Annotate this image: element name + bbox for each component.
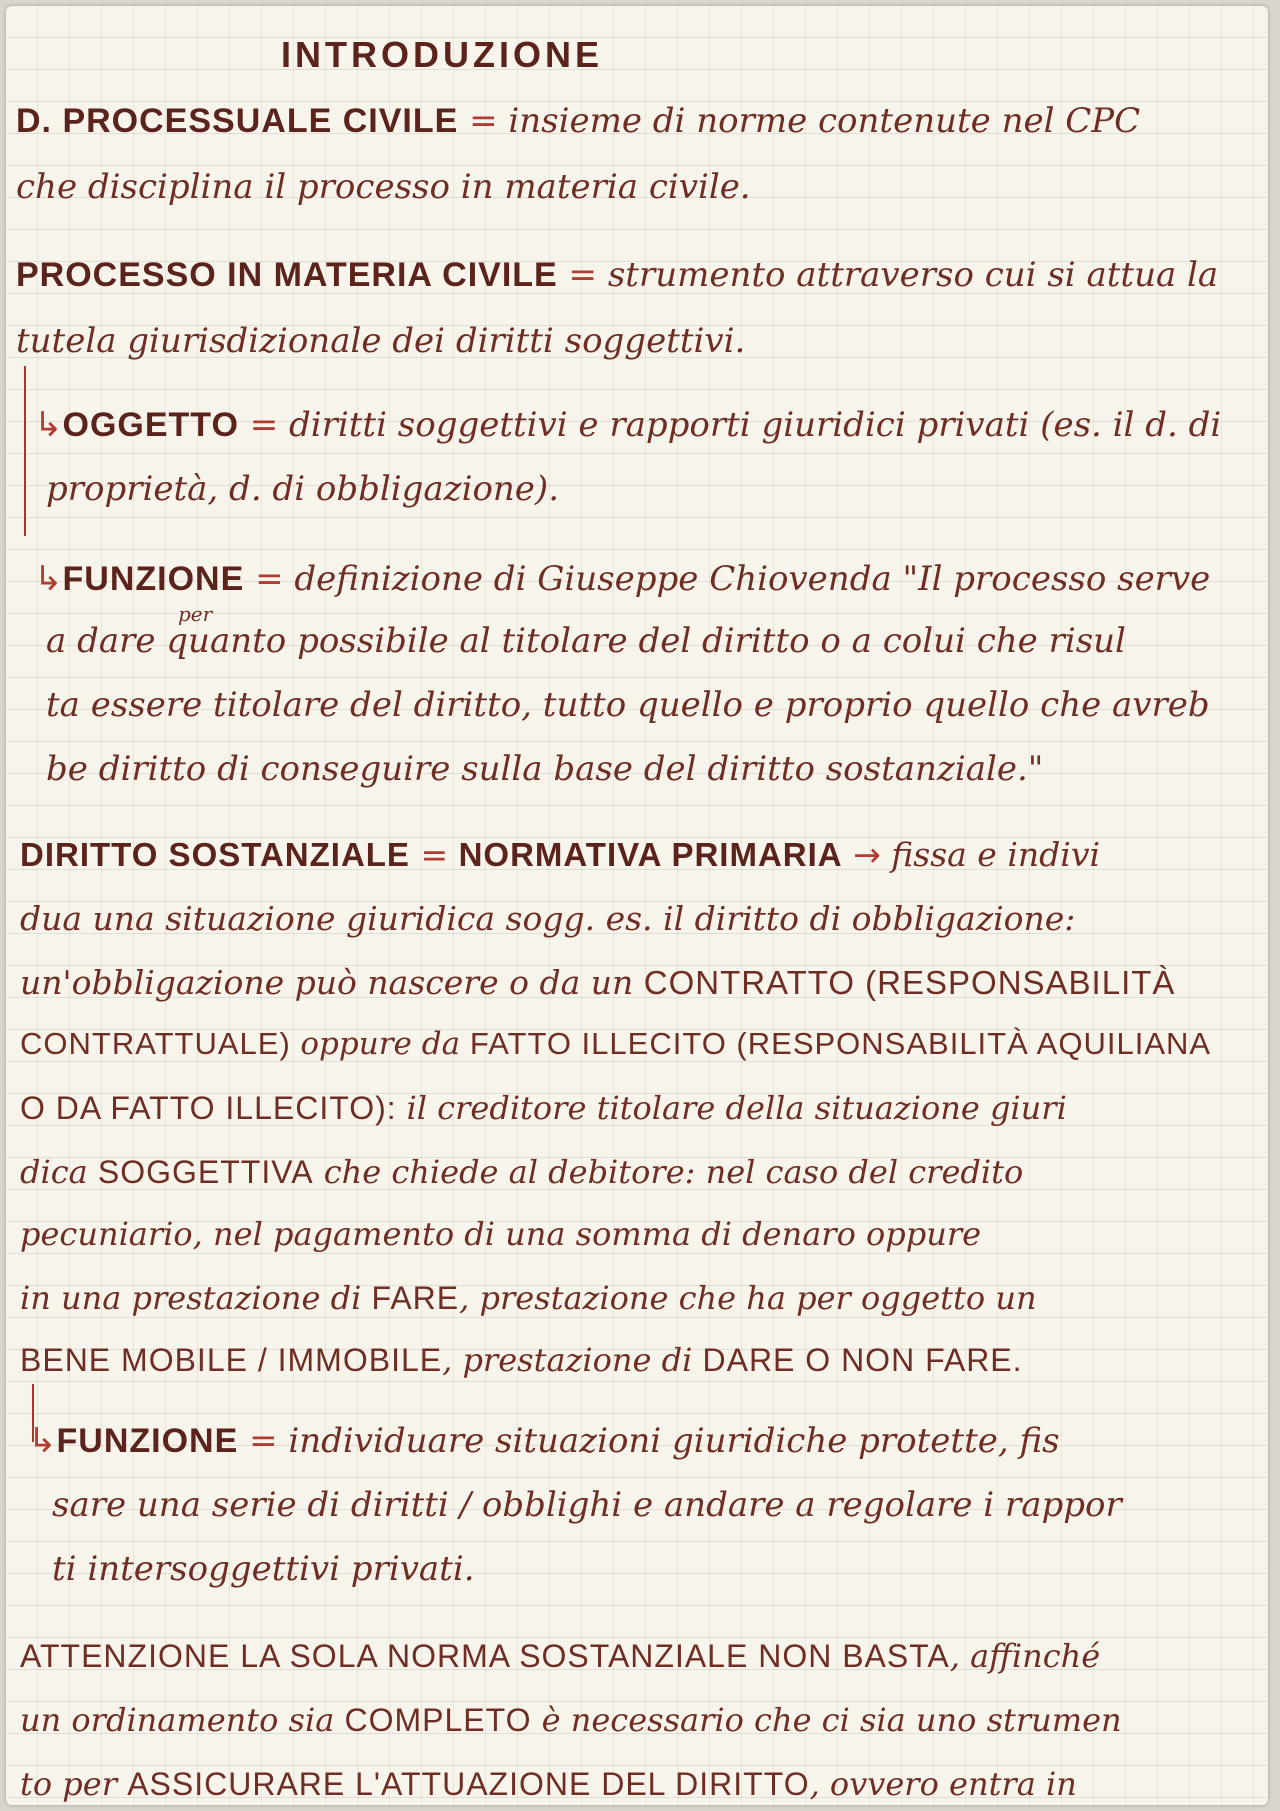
definition-line: PROCESSO IN MATERIA CIVILE = strumento attraverso cui si attua la <box>16 255 1219 295</box>
definition-line: ↳FUNZIONE = individuare situazioni giuridiche protette, fis <box>28 1421 1060 1461</box>
definition-line: to per ASSICURARE L'ATTUAZIONE DEL DIRITTO, ovvero entra in <box>20 1765 1077 1803</box>
notebook-page <box>6 6 1268 1805</box>
definition-line: che disciplina il processo in materia civile. <box>16 167 751 207</box>
term: D. PROCESSUALE CIVILE <box>16 102 459 140</box>
sub-arrow-icon: ↳ <box>28 1421 57 1461</box>
term: OGGETTO <box>62 406 239 444</box>
definition-line: sare una serie di diritti / obblighi e andare a regolare i rappor <box>52 1485 1122 1525</box>
definition-line: dica SOGGETTIVA che chiede al debitore: nel caso del credito <box>20 1153 1024 1191</box>
definition-text: individuare situazioni giuridiche protette, fis <box>288 1421 1060 1461</box>
definition-text: diritti soggettivi e rapporti giuridici privati (es. il d. di <box>289 405 1222 445</box>
definition-line: ↳OGGETTO = diritti soggettivi e rapporti giuridici privati (es. il d. di <box>34 405 1222 445</box>
term: NORMATIVA PRIMARIA <box>458 836 843 873</box>
inserted-word: per <box>178 602 213 626</box>
definition-line: tutela giurisdizionale dei diritti soggettivi. <box>16 321 746 361</box>
term: DIRITTO SOSTANZIALE <box>20 836 410 873</box>
definition-line: a dare quanto possibile al titolare del diritto o a colui che risul <box>46 621 1126 661</box>
definition-line: ta essere titolare del diritto, tutto quello e proprio quello che avreb <box>46 685 1210 725</box>
definition-text: definizione di Giuseppe Chiovenda "Il processo serve <box>294 559 1211 599</box>
definition-line: BENE MOBILE / IMMOBILE, prestazione di DARE O NON FARE. <box>20 1341 1023 1379</box>
definition-line: DIRITTO SOSTANZIALE = NORMATIVA PRIMARIA → fissa e indivi <box>20 835 1101 874</box>
term: FUNZIONE <box>56 1422 239 1460</box>
definition-line: pecuniario, nel pagamento di una somma di denaro oppure <box>20 1215 982 1253</box>
definition-line: O DA FATTO ILLECITO): il creditore titolare della situazione giuri <box>20 1089 1067 1127</box>
definition-text: strumento attraverso cui si attua la <box>607 255 1219 295</box>
definition-line: proprietà, d. di obbligazione). <box>46 469 560 509</box>
arrow-icon: → <box>842 835 892 874</box>
definition-text: fissa e indivi <box>891 835 1101 874</box>
definition-line: D. PROCESSUALE CIVILE = insieme di norme contenute nel CPC <box>16 101 1141 141</box>
definition-line: be diritto di conseguire sulla base del diritto sostanziale." <box>46 749 1044 789</box>
page-title: INTRODUZIONE <box>281 34 603 75</box>
bracket-line <box>24 366 26 536</box>
definition-line: ATTENZIONE LA SOLA NORMA SOSTANZIALE NON BASTA, affinché <box>20 1637 1101 1675</box>
definition-line: CONTRATTUALE) oppure da FATTO ILLECITO (RESPONSABILITÀ AQUILIANA <box>20 1026 1212 1062</box>
term: PROCESSO IN MATERIA CIVILE <box>16 256 558 294</box>
term: FUNZIONE <box>62 560 245 598</box>
sub-arrow-icon: ↳ <box>34 405 63 445</box>
definition-line: in una prestazione di FARE, prestazione che ha per oggetto un <box>20 1279 1037 1317</box>
definition-line: ti intersoggettivi privati. <box>52 1549 475 1589</box>
sub-arrow-icon: ↳ <box>34 559 63 599</box>
definition-line: dua una situazione giuridica sogg. es. il diritto di obbligazione: <box>20 899 1076 938</box>
definition-line: un'obbligazione può nascere o da un CONTRATTO (RESPONSABILITÀ <box>20 963 1176 1002</box>
definition-line: un ordinamento sia COMPLETO è necessario che ci sia uno strumen <box>20 1701 1122 1739</box>
definition-line: ↳FUNZIONE = definizione di Giuseppe Chiovenda "Il processo serve <box>34 559 1211 599</box>
definition-text: insieme di norme contenute nel CPC <box>508 101 1141 141</box>
